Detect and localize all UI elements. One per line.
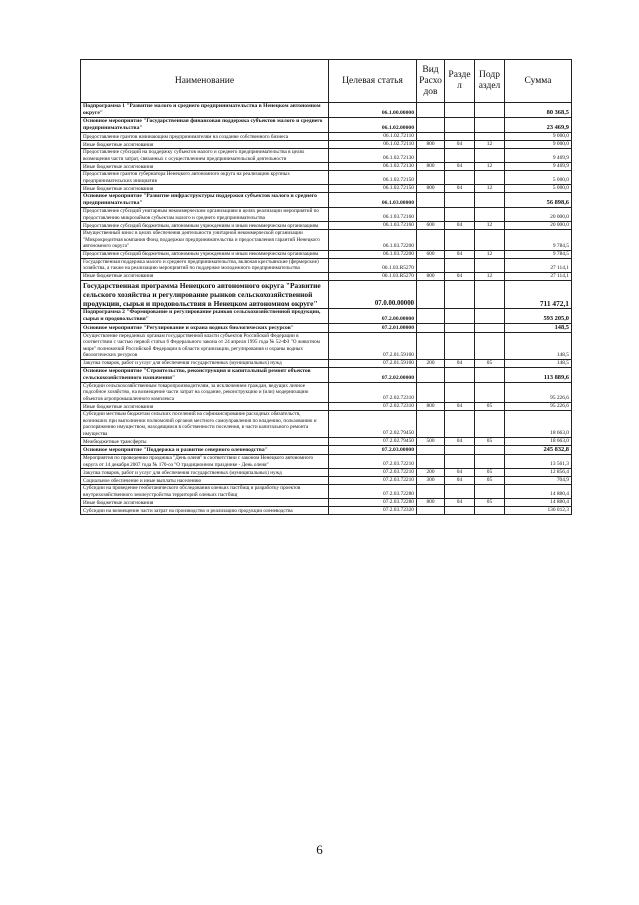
row-amount: 18 663,0	[505, 438, 572, 446]
row-amount: 18 663,0	[505, 411, 572, 438]
row-name: Подпрограмма 1 "Развитие малого и среднего предпринимательства в Ненецком автономном округе"	[81, 103, 329, 118]
row-subsection: 12	[475, 250, 505, 258]
row-name: Иные бюджетные ассигнования	[81, 272, 329, 280]
table-row	[81, 133, 572, 141]
row-expense-type	[417, 446, 445, 455]
row-expense-type: 800	[417, 141, 445, 149]
row-subsection	[475, 193, 505, 208]
row-section	[445, 382, 475, 403]
row-subsection	[475, 118, 505, 133]
page-number: 6	[316, 842, 323, 857]
table-row	[81, 438, 572, 446]
row-subsection	[475, 149, 505, 163]
row-amount: 13 561,3	[505, 455, 572, 469]
row-name: Осуществление переданных органам государственной власти субъектов Российской Федерации в соответствии с частью первой статьи 6 Федерального закона от 24 апреля 1995 года № 52-ФЗ "О животном мире" полномочий Российской Федерации в области организации, регулирования и охраны водных биологических ресурсов	[81, 332, 329, 359]
row-name: Предоставление субсидий унитарным некоммерческим организациям в целях реализации мероприятий по предоставлению микрозаймов субъектам малого и среднего предпринимательства	[81, 208, 329, 222]
row-expense-type	[417, 171, 445, 185]
row-expense-type	[417, 367, 445, 382]
row-expense-type	[417, 323, 445, 332]
row-subsection: 05	[475, 403, 505, 411]
row-expense-type	[417, 382, 445, 403]
row-subsection	[475, 332, 505, 359]
row-subsection	[475, 230, 505, 251]
row-name: Иные бюджетные ассигнования	[81, 163, 329, 171]
row-amount: 27 114,1	[505, 258, 572, 272]
row-section: 04	[445, 272, 475, 280]
row-amount: 20 000,0	[505, 208, 572, 222]
row-subsection: 05	[475, 477, 505, 485]
row-section: 04	[445, 438, 475, 446]
row-amount: 5 000,0	[505, 171, 572, 185]
row-subsection	[475, 507, 505, 515]
row-target-article: 07.2.02.72310	[329, 382, 417, 403]
row-expense-type	[417, 230, 445, 251]
row-subsection: 05	[475, 438, 505, 446]
header-subsection: Подр аздел	[475, 60, 505, 103]
table-row	[81, 272, 572, 280]
row-target-article: 06.1.03.00000	[329, 193, 417, 208]
row-section: 04	[445, 469, 475, 477]
row-section	[445, 103, 475, 118]
row-amount: 27 114,1	[505, 272, 572, 280]
row-section	[445, 323, 475, 332]
row-section: 04	[445, 359, 475, 367]
row-expense-type: 800	[417, 272, 445, 280]
row-subsection: 12	[475, 222, 505, 230]
row-expense-type	[417, 149, 445, 163]
row-amount: 5 000,0	[505, 185, 572, 193]
row-amount: 9 000,0	[505, 133, 572, 141]
row-section	[445, 446, 475, 455]
row-section	[445, 230, 475, 251]
row-name: Иные бюджетные ассигнования	[81, 403, 329, 411]
row-target-article: 06.1.02.72110	[329, 133, 417, 141]
row-amount: 148,5	[505, 323, 572, 332]
row-name: Субсидии на возмещение части затрат на производство и реализацию продукции оленеводства	[81, 507, 329, 515]
row-target-article: 06.1.02.72150	[329, 185, 417, 193]
row-name: Имущественный взнос в целях обеспечения деятельности унитарной некоммерческой организации "Микрокредитная компания Фонд поддержки предпринимательства и предоставления гарантий Ненецкого автономного округа"	[81, 230, 329, 251]
row-expense-type	[417, 103, 445, 118]
row-name: Субсидии на проведение геоботанического обследования оленьих пастбищ и разработку проектов внутрихозяйственного землеустройства территорий оленьих пастбищ	[81, 485, 329, 499]
row-amount: 9 469,9	[505, 163, 572, 171]
row-subsection	[475, 367, 505, 382]
row-name: Закупка товаров, работ и услуг для обеспечения государственных (муниципальных) нужд	[81, 359, 329, 367]
table-row	[81, 222, 572, 230]
row-expense-type	[417, 308, 445, 323]
row-expense-type	[417, 280, 445, 308]
row-amount: 9 469,9	[505, 149, 572, 163]
row-target-article: 07.2.01.59100	[329, 359, 417, 367]
row-subsection: 05	[475, 469, 505, 477]
row-amount: 12 856,4	[505, 469, 572, 477]
row-section: 04	[445, 477, 475, 485]
table-row	[81, 208, 572, 222]
row-expense-type	[417, 133, 445, 141]
row-target-article: 07.2.02.79450	[329, 411, 417, 438]
row-name: Межбюджетные трансферты	[81, 438, 329, 446]
row-subsection: 05	[475, 499, 505, 507]
row-name: Основное мероприятие "Регулирование и охрана водных биологических ресурсов"	[81, 323, 329, 332]
row-section: 04	[445, 185, 475, 193]
row-name: Государственная программа Ненецкого автономного округа "Развитие сельского хозяйства и регулирование рынков сельскохозяйственной продукции, сырья и продовольствия в Ненецком автономном округе"	[81, 280, 329, 308]
row-expense-type: 300	[417, 477, 445, 485]
row-section: 04	[445, 250, 475, 258]
header-amount: Сумма	[505, 60, 572, 103]
row-target-article: 06.1.02.72130	[329, 149, 417, 163]
table-row	[81, 332, 572, 359]
row-section	[445, 171, 475, 185]
row-expense-type	[417, 193, 445, 208]
row-subsection	[475, 103, 505, 118]
table-row	[81, 455, 572, 469]
row-expense-type: 500	[417, 438, 445, 446]
row-subsection	[475, 323, 505, 332]
row-target-article: 07.0.00.00000	[329, 280, 417, 308]
row-expense-type: 800	[417, 163, 445, 171]
row-amount: 56 898,6	[505, 193, 572, 208]
row-expense-type	[417, 507, 445, 515]
row-name: Основное мероприятие "Государственная финансовая поддержка субъектов малого и среднего предпринимательства"	[81, 118, 329, 133]
row-amount: 245 832,8	[505, 446, 572, 455]
header-section: Разде л	[445, 60, 475, 103]
row-expense-type	[417, 332, 445, 359]
table-row	[81, 499, 572, 507]
table-row	[81, 403, 572, 411]
row-subsection	[475, 411, 505, 438]
row-target-article: 06.1.02.72150	[329, 171, 417, 185]
row-name: Субсидии сельскохозяйственным товаропроизводителям, за исключением граждан, ведущих личное подсобное хозяйство, на возмещение части затрат на создание, реконструкцию и (или) модернизацию объектов агропромышленного комплекса	[81, 382, 329, 403]
row-target-article: 07.2.02.79450	[329, 438, 417, 446]
row-expense-type: 800	[417, 499, 445, 507]
row-section	[445, 193, 475, 208]
row-amount: 9 784,5	[505, 230, 572, 251]
row-name: Иные бюджетные ассигнования	[81, 141, 329, 149]
table-row	[81, 382, 572, 403]
table-row	[81, 359, 572, 367]
row-name: Предоставление субсидий бюджетным, автономным учреждениям и иным некоммерческим организациям	[81, 222, 329, 230]
row-expense-type	[417, 208, 445, 222]
table-row	[81, 193, 572, 208]
row-section	[445, 258, 475, 272]
header-target-article: Целевая статья	[329, 60, 417, 103]
row-target-article: 07.2.03.72210	[329, 477, 417, 485]
row-target-article: 07.2.03.72210	[329, 469, 417, 477]
row-subsection	[475, 133, 505, 141]
row-name: Подпрограмма 2 "Формирование и регулирование рынков сельскохозяйственной продукции, сырья и продовольствия"	[81, 308, 329, 323]
row-section: 04	[445, 499, 475, 507]
table-row	[81, 258, 572, 272]
table-row	[81, 230, 572, 251]
row-expense-type	[417, 258, 445, 272]
row-amount: 593 205,0	[505, 308, 572, 323]
row-target-article: 06.1.03.72200	[329, 230, 417, 251]
table-row	[81, 171, 572, 185]
row-name: Предоставление грантов начинающим предпринимателям на создание собственного бизнеса	[81, 133, 329, 141]
row-section	[445, 485, 475, 499]
row-target-article: 06.1.03.R5270	[329, 272, 417, 280]
row-subsection: 05	[475, 359, 505, 367]
row-section	[445, 455, 475, 469]
row-section	[445, 280, 475, 308]
row-target-article: 06.1.00.00000	[329, 103, 417, 118]
table-row	[81, 323, 572, 332]
row-expense-type	[417, 455, 445, 469]
row-section	[445, 308, 475, 323]
header-expense-type: Вид Расхо дов	[417, 60, 445, 103]
row-target-article: 06.1.03.72160	[329, 222, 417, 230]
row-target-article: 07.2.03.72280	[329, 499, 417, 507]
row-subsection	[475, 171, 505, 185]
row-target-article: 06.1.02.00000	[329, 118, 417, 133]
row-name: Социальное обеспечение и иные выплаты населению	[81, 477, 329, 485]
row-section	[445, 411, 475, 438]
row-expense-type: 200	[417, 469, 445, 477]
row-subsection	[475, 208, 505, 222]
row-subsection	[475, 455, 505, 469]
row-subsection	[475, 382, 505, 403]
row-subsection	[475, 258, 505, 272]
row-amount: 20 000,0	[505, 222, 572, 230]
row-expense-type: 800	[417, 185, 445, 193]
row-subsection	[475, 308, 505, 323]
row-amount: 80 368,5	[505, 103, 572, 118]
row-section: 04	[445, 222, 475, 230]
row-amount: 23 469,9	[505, 118, 572, 133]
row-target-article: 07.2.03.72210	[329, 455, 417, 469]
row-name: Основное мероприятие "Развитие инфраструктуры поддержки субъектов малого и среднего предпринимательства"	[81, 193, 329, 208]
row-name: Предоставление грантов губернатора Ненецкого автономного округа на реализацию крупных предпринимательских инициатив	[81, 171, 329, 185]
header-name: Наименование	[81, 60, 329, 103]
row-expense-type	[417, 411, 445, 438]
row-target-article: 06.1.03.72160	[329, 208, 417, 222]
row-target-article: 07.2.00.00000	[329, 308, 417, 323]
row-name: Предоставление субсидий на поддержку субъектов малого и среднего предпринимательства в целях возмещения части затрат, связанных с осуществлением предпринимательской деятельности	[81, 149, 329, 163]
table-row	[81, 477, 572, 485]
table-row	[81, 507, 572, 515]
row-target-article: 07.2.03.72280	[329, 485, 417, 499]
table-row	[81, 308, 572, 323]
table-row	[81, 185, 572, 193]
row-expense-type: 600	[417, 222, 445, 230]
row-amount: 95 226,6	[505, 382, 572, 403]
row-amount: 14 880,4	[505, 499, 572, 507]
row-amount: 711 472,1	[505, 280, 572, 308]
row-subsection: 12	[475, 272, 505, 280]
row-expense-type	[417, 485, 445, 499]
budget-table	[80, 59, 572, 515]
row-subsection	[475, 446, 505, 455]
table-row	[81, 103, 572, 118]
row-section	[445, 507, 475, 515]
row-section	[445, 118, 475, 133]
table-row	[81, 163, 572, 171]
table-row	[81, 118, 572, 133]
row-section	[445, 133, 475, 141]
row-target-article: 07.2.01.00000	[329, 323, 417, 332]
row-target-article: 07.2.03.72320	[329, 507, 417, 515]
table-row	[81, 250, 572, 258]
row-amount: 136 012,3	[505, 507, 572, 515]
row-section	[445, 367, 475, 382]
table-row	[81, 485, 572, 499]
row-name: Основное мероприятие "Поддержка и развитие северного оленеводства"	[81, 446, 329, 455]
row-name: Мероприятия по проведению праздника "День оленя" в соответствии с законом Ненецкого автономного округа от 14 декабря 2007 года № 170-оз "О традиционном празднике - День оленя"	[81, 455, 329, 469]
table-row	[81, 280, 572, 308]
table-row	[81, 469, 572, 477]
row-target-article: 06.1.03.R5270	[329, 258, 417, 272]
row-section: 04	[445, 403, 475, 411]
row-target-article: 06.1.03.72200	[329, 250, 417, 258]
row-name: Иные бюджетные ассигнования	[81, 185, 329, 193]
table-row	[81, 446, 572, 455]
table-row	[81, 411, 572, 438]
row-name: Субсидии местным бюджетам сельских поселений на софинансирование расходных обязательств, возникших при выполнении полномочий органов местного самоуправления по владению, пользованию и распоряжению имуществом, находящимся в собственности поселения, в части капитального ремонта имущества	[81, 411, 329, 438]
row-subsection: 12	[475, 185, 505, 193]
row-target-article: 07.2.02.72310	[329, 403, 417, 411]
row-target-article: 07.2.03.00000	[329, 446, 417, 455]
table-row	[81, 149, 572, 163]
row-amount: 148,5	[505, 359, 572, 367]
row-target-article: 07.2.02.00000	[329, 367, 417, 382]
row-section	[445, 208, 475, 222]
row-expense-type: 200	[417, 359, 445, 367]
row-amount: 113 889,6	[505, 367, 572, 382]
row-section: 04	[445, 141, 475, 149]
row-amount: 9 000,0	[505, 141, 572, 149]
row-section	[445, 149, 475, 163]
table-row	[81, 367, 572, 382]
row-expense-type: 800	[417, 403, 445, 411]
table-row	[81, 141, 572, 149]
row-name: Основное мероприятие "Строительство, реконструкция и капитальный ремонт объектов сельскохозяйственного назначения"	[81, 367, 329, 382]
row-target-article: 06.1.02.72110	[329, 141, 417, 149]
row-amount: 14 880,4	[505, 485, 572, 499]
table-body	[81, 103, 572, 515]
row-name: Предоставление субсидий бюджетным, автономным учреждениям и иным некоммерческим организациям	[81, 250, 329, 258]
row-amount: 704,9	[505, 477, 572, 485]
row-target-article: 06.1.02.72130	[329, 163, 417, 171]
row-amount: 148,5	[505, 332, 572, 359]
row-amount: 95 226,6	[505, 403, 572, 411]
row-name: Иные бюджетные ассигнования	[81, 499, 329, 507]
row-target-article: 07.2.01.59100	[329, 332, 417, 359]
row-name: Закупка товаров, работ и услуг для обеспечения государственных (муниципальных) нужд	[81, 469, 329, 477]
row-subsection	[475, 485, 505, 499]
row-expense-type: 600	[417, 250, 445, 258]
row-section	[445, 332, 475, 359]
row-expense-type	[417, 118, 445, 133]
row-section: 04	[445, 163, 475, 171]
row-subsection: 12	[475, 163, 505, 171]
row-amount: 9 784,5	[505, 250, 572, 258]
row-subsection: 12	[475, 141, 505, 149]
row-subsection	[475, 280, 505, 308]
row-name: Государственная поддержка малого и среднего предпринимательства, включая крестьянские (фермерские) хозяйства, а также на реализацию мероприятий по поддержке молодежного предпринимательства	[81, 258, 329, 272]
table-header-row	[81, 60, 572, 103]
